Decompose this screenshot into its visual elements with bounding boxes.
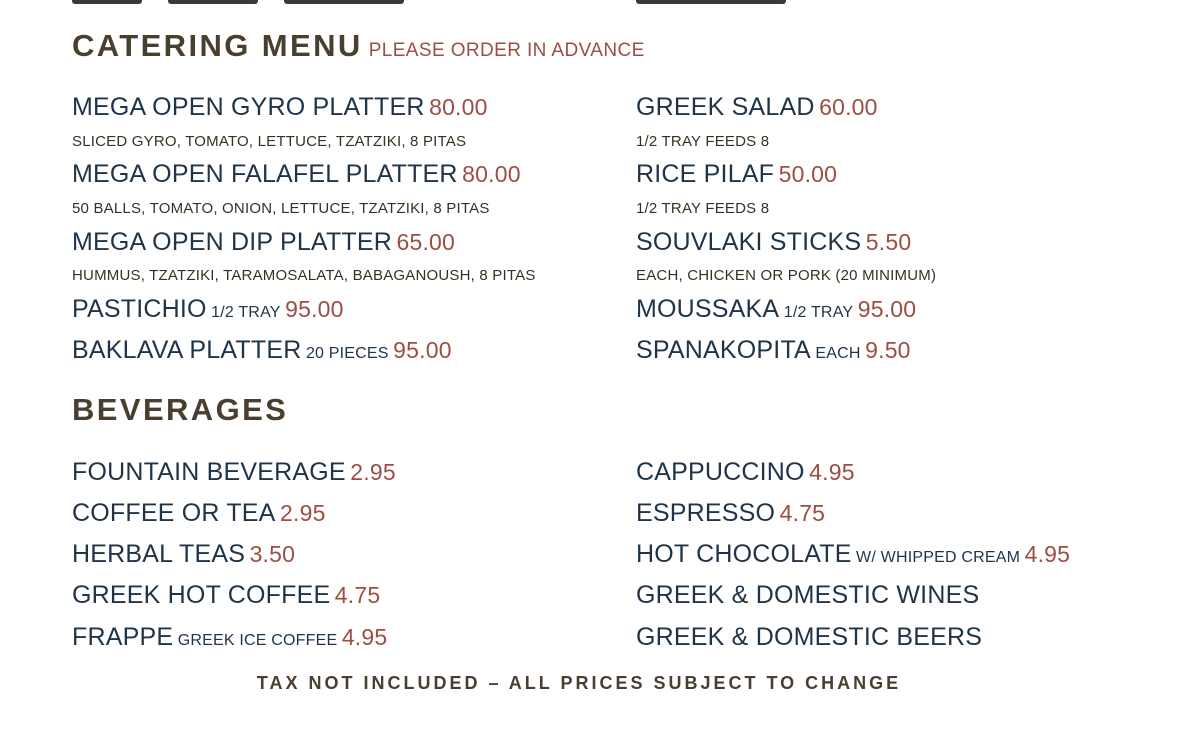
menu-item	[72, 499, 326, 528]
menu-item	[72, 581, 380, 610]
menu-item-price: 2.95	[350, 459, 396, 485]
menu-item-name: BAKLAVA PLATTER	[72, 336, 302, 364]
menu-item-name: GREEK & DOMESTIC WINES	[636, 581, 980, 609]
menu-item-price: 80.00	[429, 94, 488, 120]
menu-item	[72, 540, 295, 569]
menu-item-price: 95.00	[857, 296, 917, 322]
menu-item	[72, 295, 344, 324]
menu-item-price: 4.75	[334, 582, 381, 608]
menu-item-description-row	[636, 200, 769, 218]
menu-item-description-row	[72, 267, 536, 285]
menu-item-note: 1/2 TRAY	[211, 304, 281, 321]
menu-item-name: SOUVLAKI STICKS	[636, 228, 862, 256]
menu-item-note: 20 PIECES	[305, 345, 389, 362]
menu-item-note: 1/2 TRAY	[783, 304, 854, 321]
menu-item-price: 3.50	[249, 541, 296, 567]
menu-item-description-row	[72, 133, 466, 151]
menu-item-description: SLICED GYRO, TOMATO, LETTUCE, TZATZIKI, 8 PITAS	[72, 133, 467, 150]
menu-item	[72, 623, 387, 652]
menu-item-description: 1/2 TRAY FEEDS 8	[636, 200, 770, 217]
menu-item-price: 65.00	[396, 229, 456, 255]
footer-disclaimer: TAX NOT INCLUDED – ALL PRICES SUBJECT TO CHANGE	[256, 673, 902, 693]
menu-item-name: HERBAL TEAS	[72, 540, 246, 568]
menu-item	[636, 458, 855, 487]
menu-item	[636, 336, 911, 365]
menu-item-name: FOUNTAIN BEVERAGE	[72, 458, 346, 486]
menu-item	[636, 540, 1070, 569]
menu-item-name: CAPPUCCINO	[636, 458, 805, 486]
menu-item-price: 50.00	[778, 161, 838, 187]
menu-item-name: HOT CHOCOLATE	[636, 540, 852, 568]
menu-item-name: GREEK HOT COFFEE	[72, 581, 331, 609]
menu-item-name: FRAPPE	[72, 623, 174, 651]
menu-item-price: 4.75	[779, 500, 826, 526]
menu-item-price: 60.00	[819, 94, 878, 120]
menu-item-price: 9.50	[865, 337, 911, 363]
menu-item-name: GREEK SALAD	[636, 93, 815, 121]
menu-item-note: GREEK ICE COFFEE	[177, 632, 338, 649]
clipped-top-text-left	[72, 0, 404, 4]
menu-item-note: EACH	[815, 345, 861, 362]
menu-item-note: W/ WHIPPED CREAM	[856, 549, 1021, 566]
menu-item-name: MOUSSAKA	[636, 295, 780, 323]
menu-item	[636, 93, 878, 122]
menu-item-name: SPANAKOPITA	[636, 336, 811, 364]
menu-item-description: 50 BALLS, TOMATO, ONION, LETTUCE, TZATZIKI, 8 PITAS	[72, 200, 490, 217]
menu-item-price: 4.95	[341, 624, 388, 650]
menu-item	[636, 623, 982, 652]
menu-item	[72, 228, 455, 257]
menu-item-name: GREEK & DOMESTIC BEERS	[636, 623, 983, 651]
menu-item-name: MEGA OPEN DIP PLATTER	[72, 228, 393, 256]
menu-item-name: PASTICHIO	[72, 295, 207, 323]
menu-item-description-row	[636, 133, 769, 151]
menu-item-description: HUMMUS, TZATZIKI, TARAMOSALATA, BABAGANOUSH, 8 PITAS	[72, 267, 536, 284]
menu-item	[636, 160, 837, 189]
beverages-heading: BEVERAGES	[72, 392, 289, 427]
menu-item	[636, 499, 825, 528]
menu-item-description-row	[72, 200, 490, 218]
menu-item-price: 5.50	[865, 229, 912, 255]
menu-item-description-row	[636, 267, 936, 285]
menu-item-price: 4.95	[809, 459, 855, 485]
menu-item-price: 95.00	[393, 337, 452, 363]
catering-title: CATERING MENU	[72, 28, 363, 63]
menu-item-description: EACH, CHICKEN OR PORK (20 MINIMUM)	[636, 267, 937, 284]
catering-subtitle: PLEASE ORDER IN ADVANCE	[368, 40, 645, 61]
menu-item-description: 1/2 TRAY FEEDS 8	[636, 133, 770, 150]
menu-item-price: 4.95	[1024, 541, 1071, 567]
menu-item-price: 95.00	[285, 296, 344, 322]
menu-item-name: COFFEE OR TEA	[72, 499, 276, 527]
menu-item	[72, 93, 488, 122]
menu-item-name: ESPRESSO	[636, 499, 776, 527]
menu-item	[636, 581, 979, 610]
catering-menu-heading	[72, 28, 645, 64]
menu-item	[72, 336, 452, 365]
menu-item-name: RICE PILAF	[636, 160, 775, 188]
menu-item	[636, 228, 911, 257]
menu-item-price: 2.95	[280, 500, 326, 526]
menu-item-price: 80.00	[462, 161, 521, 187]
menu-item-name: MEGA OPEN FALAFEL PLATTER	[72, 160, 458, 188]
menu-item	[636, 295, 916, 324]
menu-item	[72, 160, 521, 189]
menu-item	[72, 458, 396, 487]
clipped-top-text-right	[636, 0, 786, 4]
menu-item-name: MEGA OPEN GYRO PLATTER	[72, 93, 425, 121]
